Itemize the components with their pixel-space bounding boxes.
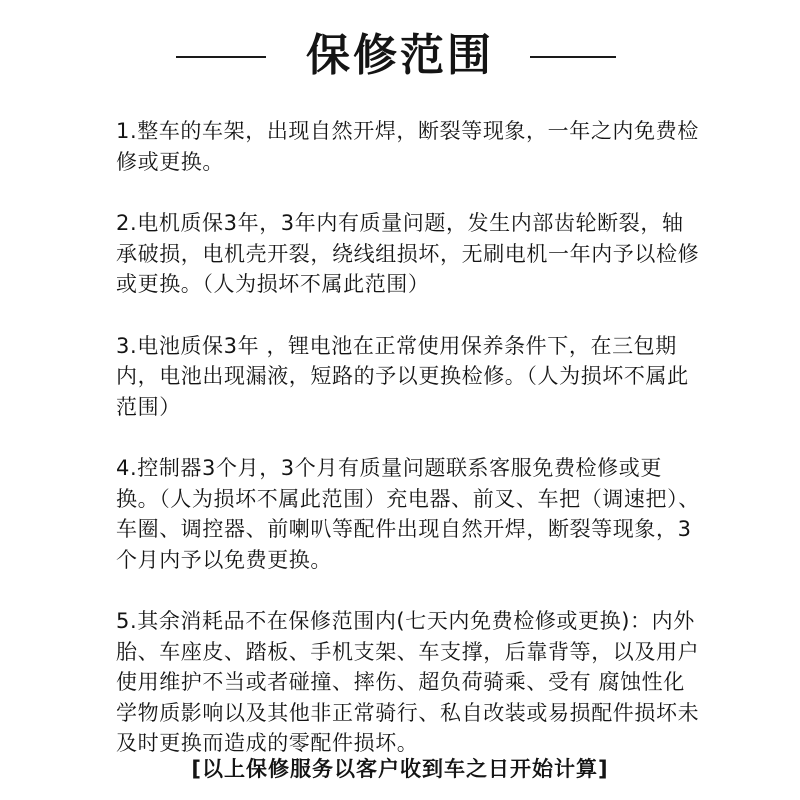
clause-controller: 4.控制器3个月，3个月有质量问题联系客服免费检修或更换。（人为损坏不属此范围）充电器、前叉、车把（调速把）、车圈、调控器、前喇叭等配件出现自然开焊，断裂等现象，3个月内予以免费更换。 — [116, 456, 700, 572]
clause-motor: 2.电机质保3年，3年内有质量问题，发生内部齿轮断裂，轴承破损，电机壳开裂，绕线组损坏，无刷电机一年内予以检修或更换。（人为损坏不属此范围） — [116, 211, 700, 296]
clause-frame: 1.整车的车架，出现自然开焊，断裂等现象，一年之内免费检修或更换。 — [116, 119, 699, 174]
clause-consumables: 5.其余消耗品不在保修范围内(七天内免费检修或更换)：内外胎、车座皮、踏板、手机支架、车支撑，后靠背等，以及用户使用维护不当或者碰撞、摔伤、超负荷骑乘、受有 腐蚀性化学物质影响以及其他非正常骑行、私自改装或易损配件损坏未及时更换而造成的零配件损坏。 — [116, 609, 700, 755]
footer-note: [以上保修服务以客户收到车之日开始计算] — [191, 757, 609, 781]
warranty-clauses — [116, 116, 700, 790]
title-divider-right — [530, 56, 616, 58]
title-row — [0, 26, 800, 86]
page-title: 保修范围 — [306, 30, 494, 81]
title-divider-left — [176, 56, 266, 58]
clause-battery: 3.电池质保3年 ，锂电池在正常使用保养条件下，在三包期内，电池出现漏液，短路的予以更换检修。（人为损坏不属此范围） — [116, 333, 689, 419]
